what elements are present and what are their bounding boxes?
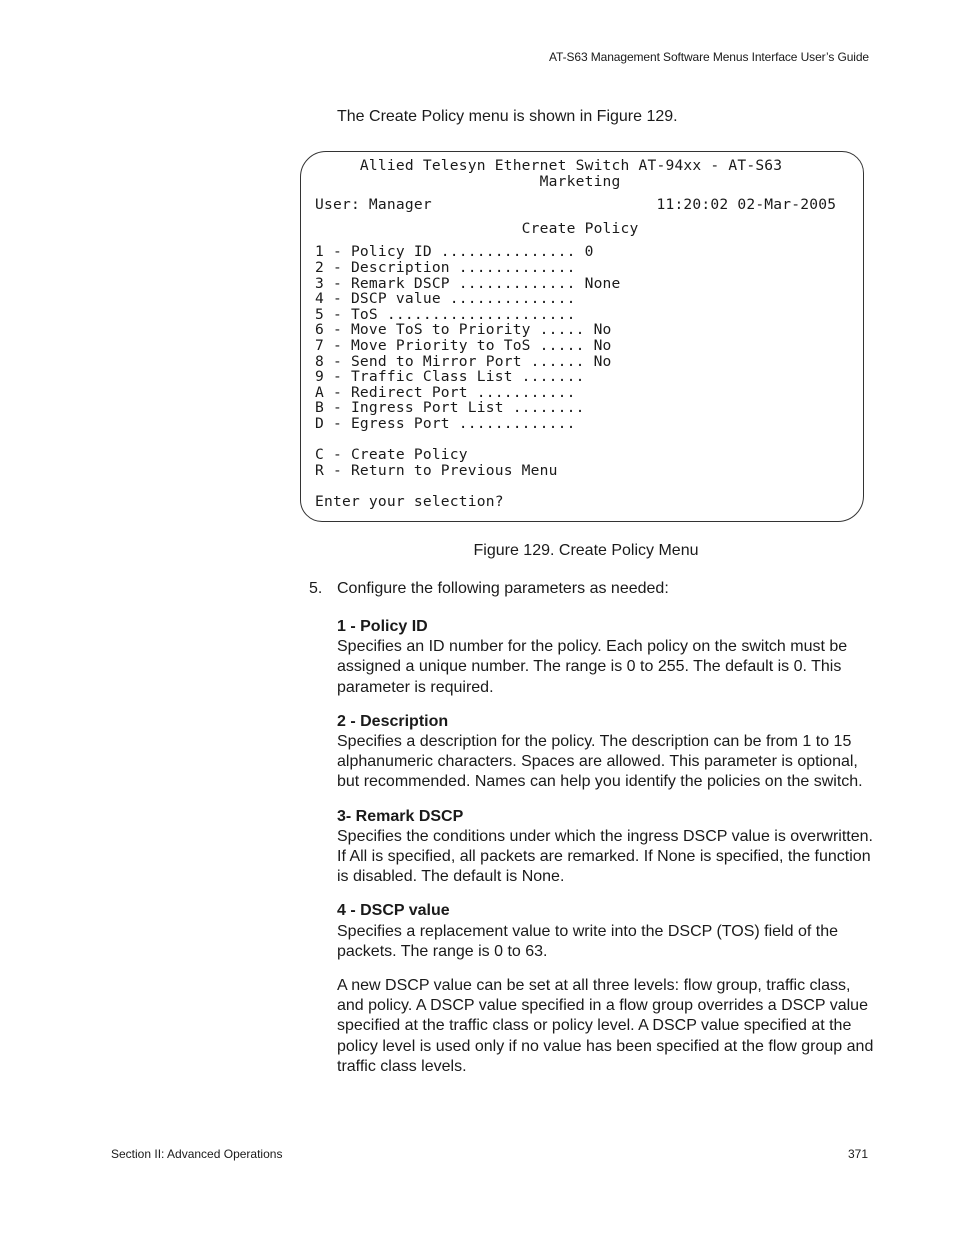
param-title: 3- Remark DSCP [337, 807, 464, 825]
figure-caption: Figure 129. Create Policy Menu [473, 542, 699, 559]
terminal-line: Create Policy [315, 219, 639, 237]
terminal-screen [300, 151, 864, 522]
param-body: Specifies an ID number for the policy. Each policy on the switch must be assigned a unique number. The range is 0 to 255. The default is 0. This parameter is required. [337, 638, 848, 696]
param-title: 4 - DSCP value [337, 902, 450, 920]
param-body: Specifies a replacement value to write into the DSCP (TOS) field of the packets. The range is 0 to 63. [337, 922, 838, 960]
param-body: Specifies the conditions under which the ingress DSCP value is overwritten. If All is specified, all packets are remarked. If None is specified, the function is disabled. The default is None. [337, 827, 873, 886]
terminal-line: 3 - Remark DSCP ............. None [315, 274, 621, 292]
terminal-line [315, 432, 836, 448]
param-dscp-value [337, 901, 877, 962]
step-item [309, 580, 669, 598]
terminal-line: 6 - Move ToS to Priority ..... No [315, 321, 612, 339]
page-number: 371 [847, 1147, 868, 1161]
terminal-line [315, 478, 836, 494]
terminal-line: 5 - ToS ..................... [315, 305, 576, 323]
terminal-line: D - Egress Port ............. [315, 414, 576, 432]
terminal-line: 9 - Traffic Class List ....... [315, 368, 585, 386]
terminal-text [315, 158, 836, 509]
intro-text: The Create Policy menu is shown in Figure 129. [337, 108, 678, 125]
parameter-descriptions [337, 617, 877, 1077]
terminal-line: Marketing [315, 172, 621, 190]
dscp-levels-paragraph: A new DSCP value can be set at all three levels: flow group, traffic class, and policy. A DSCP value specified in a flow group overrides a DSCP value specified at the traffic class or policy level. A DSCP value specified at the policy level is used only if no value has been specified at the flow group and traffic class levels. [337, 977, 874, 1075]
terminal-line: 7 - Move Priority to ToS ..... No [315, 336, 612, 354]
terminal-line: C - Create Policy [315, 446, 468, 464]
terminal-line: A - Redirect Port ........... [315, 383, 576, 401]
param-body: Specifies a description for the policy. The description can be from 1 to 15 alphanumeric characters. Spaces are allowed. This parameter is optional, but recommended. Names can help you identify the policies on the switch. [337, 733, 863, 791]
step-number: 5. [309, 580, 323, 597]
terminal-line: R - Return to Previous Menu [315, 461, 558, 479]
param-title: 2 - Description [337, 712, 449, 730]
terminal-line: 2 - Description ............. [315, 258, 576, 276]
footer-section: Section II: Advanced Operations [111, 1147, 283, 1161]
terminal-line: 8 - Send to Mirror Port ...... No [315, 352, 612, 370]
terminal-line: User: Manager 11:20:02 02-Mar-2005 [315, 196, 837, 214]
terminal-line: 1 - Policy ID ............... 0 [315, 243, 594, 261]
param-policy-id [337, 617, 877, 698]
param-description [337, 712, 877, 793]
param-title: 1 - Policy ID [337, 618, 428, 635]
param-remark-dscp [337, 807, 877, 888]
terminal-line: B - Ingress Port List ........ [315, 399, 585, 417]
terminal-line: Allied Telesyn Ethernet Switch AT-94xx - AT-S63 [315, 157, 783, 174]
running-header: AT-S63 Management Software Menus Interface User’s Guide [549, 50, 869, 64]
terminal-line: Enter your selection? [315, 492, 504, 510]
terminal-line: 4 - DSCP value .............. [315, 290, 576, 308]
step-text: Configure the following parameters as needed: [337, 580, 669, 597]
